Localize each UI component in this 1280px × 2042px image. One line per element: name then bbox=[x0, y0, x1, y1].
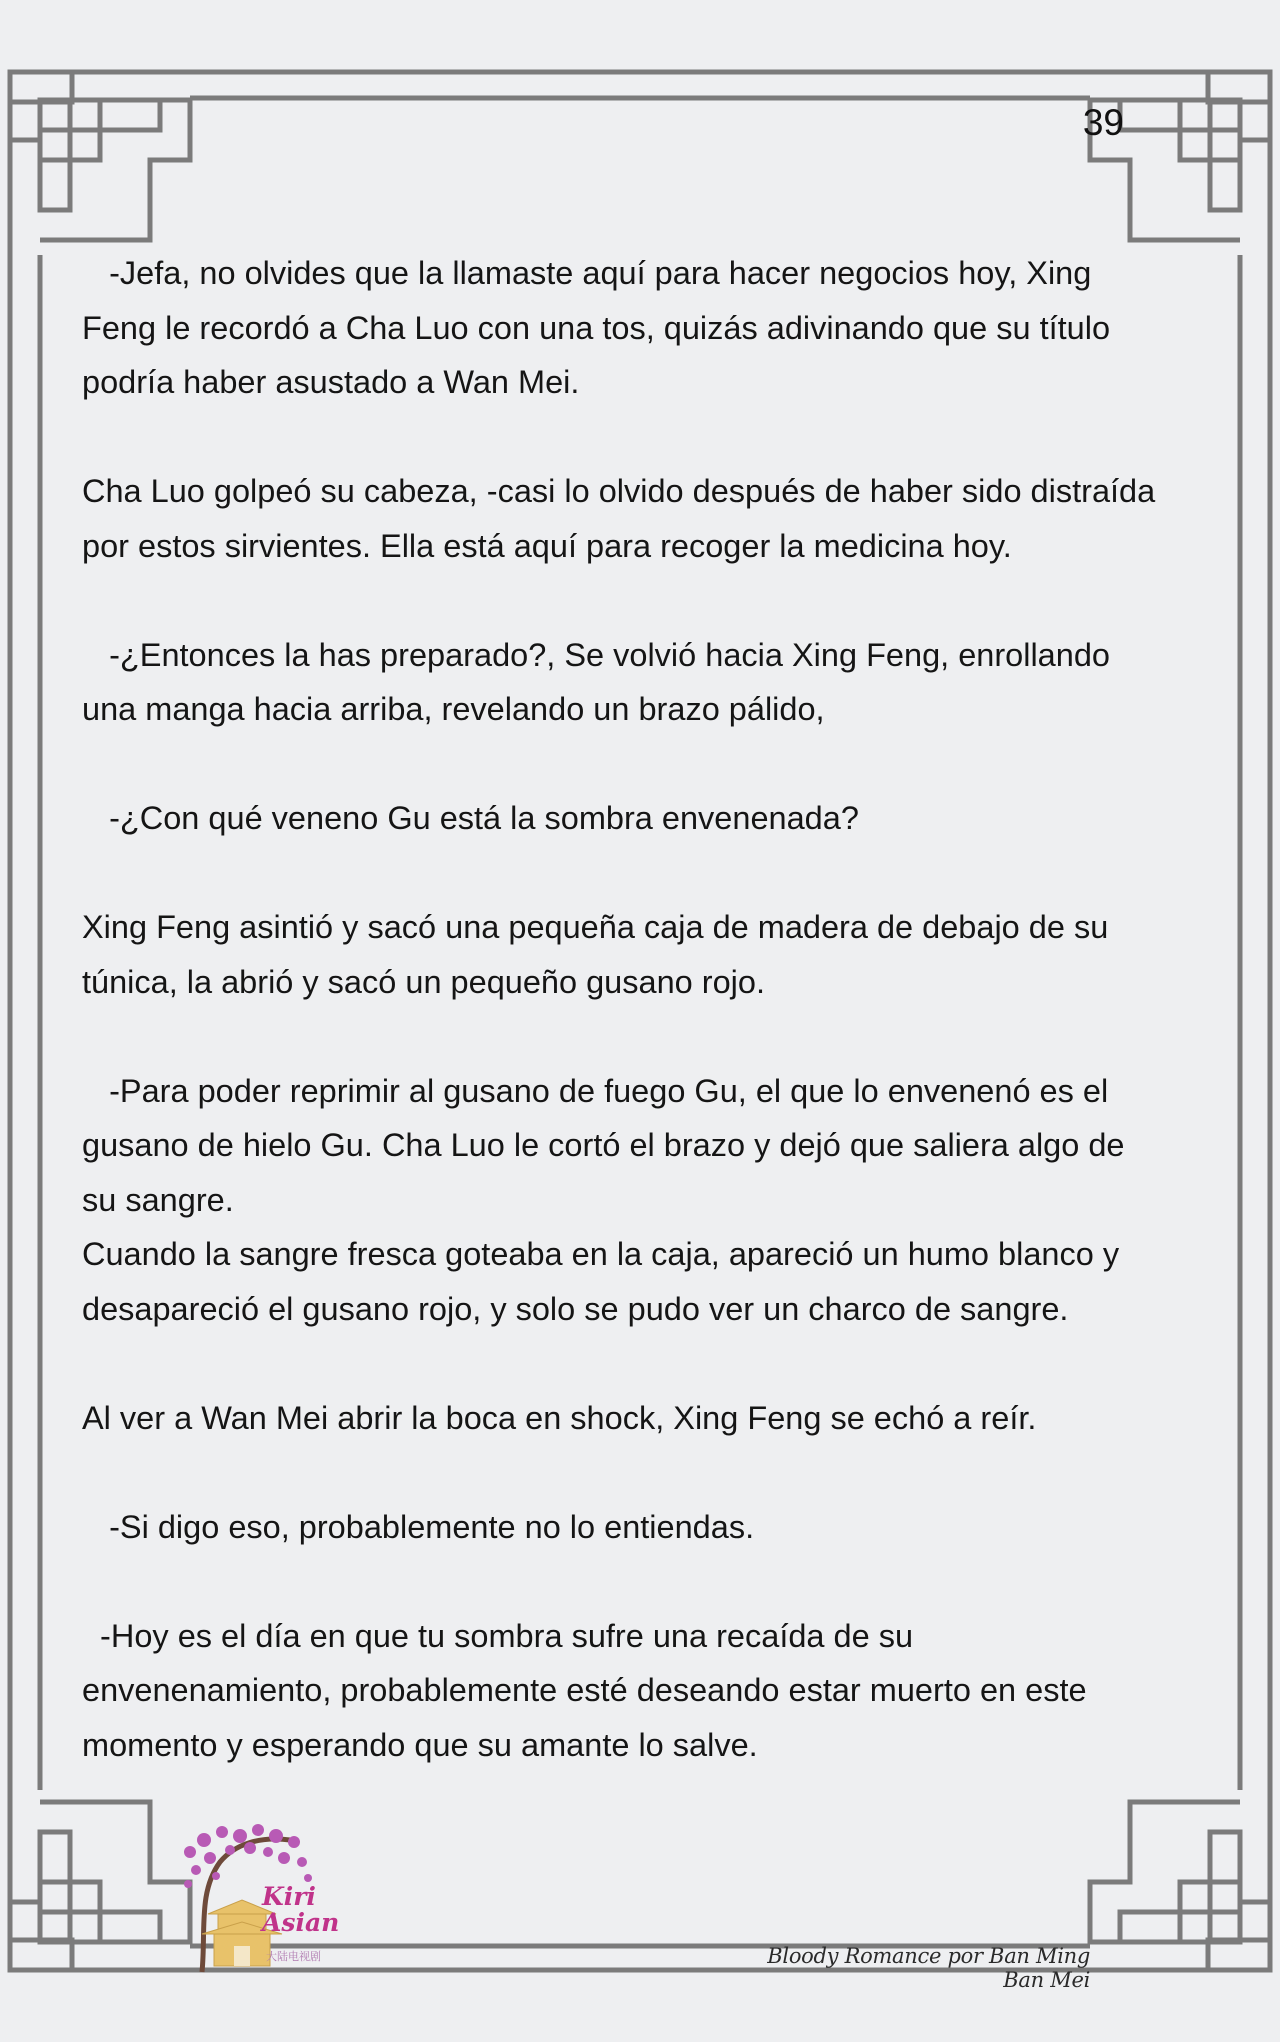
logo-line1: Kiri bbox=[262, 1882, 316, 1911]
text-line: Cuando la sangre fresca goteaba en la caja, apareció un humo blanco y bbox=[82, 1236, 1120, 1272]
text-line: su sangre. bbox=[82, 1181, 234, 1218]
kiri-asian-logo bbox=[180, 1822, 350, 1982]
text-line: por estos sirvientes. Ella está aquí para recoger la medicina hoy. bbox=[82, 527, 1012, 564]
text-line: Feng le recordó a Cha Luo con una tos, quizás adivinando que su título bbox=[82, 309, 1111, 346]
blank-line bbox=[82, 846, 1202, 901]
text-line: gusano de hielo Gu. Cha Luo le cortó el brazo y dejó que saliera algo de bbox=[82, 1127, 1125, 1163]
text-line: envenenamiento, probablemente esté deseando estar muerto en este bbox=[82, 1672, 1087, 1708]
text-line: -¿Con qué veneno Gu está la sombra envenenada? bbox=[82, 800, 859, 836]
text-line: túnica, la abrió y sacó un pequeño gusano rojo. bbox=[82, 963, 765, 1000]
text-line: -¿Entonces la has preparado?, Se volvió hacia Xing Feng, enrollando bbox=[82, 636, 1110, 673]
footer-book-title: Bloody Romance por Ban Ming Ban Mei bbox=[767, 1944, 1090, 1992]
blank-line bbox=[82, 1445, 1202, 1500]
text-line: -Para poder reprimir al gusano de fuego Gu, el que lo envenenó es el bbox=[82, 1072, 1109, 1109]
blank-line bbox=[82, 410, 1202, 465]
text-line: Al ver a Wan Mei abrir la boca en shock, Xing Feng se echó a reír. bbox=[82, 1399, 1037, 1436]
corner-ornament-bottom-left bbox=[10, 1802, 190, 1970]
blank-line bbox=[82, 1554, 1202, 1609]
text-line: una manga hacia arriba, revelando un brazo pálido, bbox=[82, 691, 825, 727]
text-line: -Hoy es el día en que tu sombra sufre una recaída de su bbox=[82, 1617, 914, 1654]
corner-ornament-top-left bbox=[10, 72, 190, 240]
text-line: desapareció el gusano rojo, y solo se pudo ver un charco de sangre. bbox=[82, 1290, 1069, 1327]
logo-brand-text bbox=[262, 1884, 339, 1936]
text-line: Cha Luo golpeó su cabeza, -casi lo olvido después de haber sido distraída bbox=[82, 473, 1156, 509]
text-line: podría haber asustado a Wan Mei. bbox=[82, 364, 580, 400]
corner-ornament-top-right bbox=[1090, 72, 1270, 240]
text-line: momento y esperando que su amante lo salve. bbox=[82, 1726, 758, 1763]
text-line: -Jefa, no olvides que la llamaste aquí para hacer negocios hoy, Xing bbox=[82, 255, 1092, 291]
corner-ornament-bottom-right bbox=[1090, 1802, 1270, 1970]
blank-line bbox=[82, 573, 1202, 628]
logo-subtitle: 大陆电视剧 bbox=[266, 1951, 321, 1963]
text-line: -Si digo eso, probablemente no lo entiendas. bbox=[82, 1508, 755, 1545]
page-number: 39 bbox=[1082, 102, 1124, 143]
logo-line2: Asian bbox=[262, 1908, 340, 1937]
blank-line bbox=[82, 1336, 1202, 1391]
text-line: Xing Feng asintió y sacó una pequeña caja de madera de debajo de su bbox=[82, 909, 1109, 945]
blank-line bbox=[82, 737, 1202, 792]
blank-line bbox=[82, 1009, 1202, 1064]
story-text bbox=[82, 246, 1202, 1772]
